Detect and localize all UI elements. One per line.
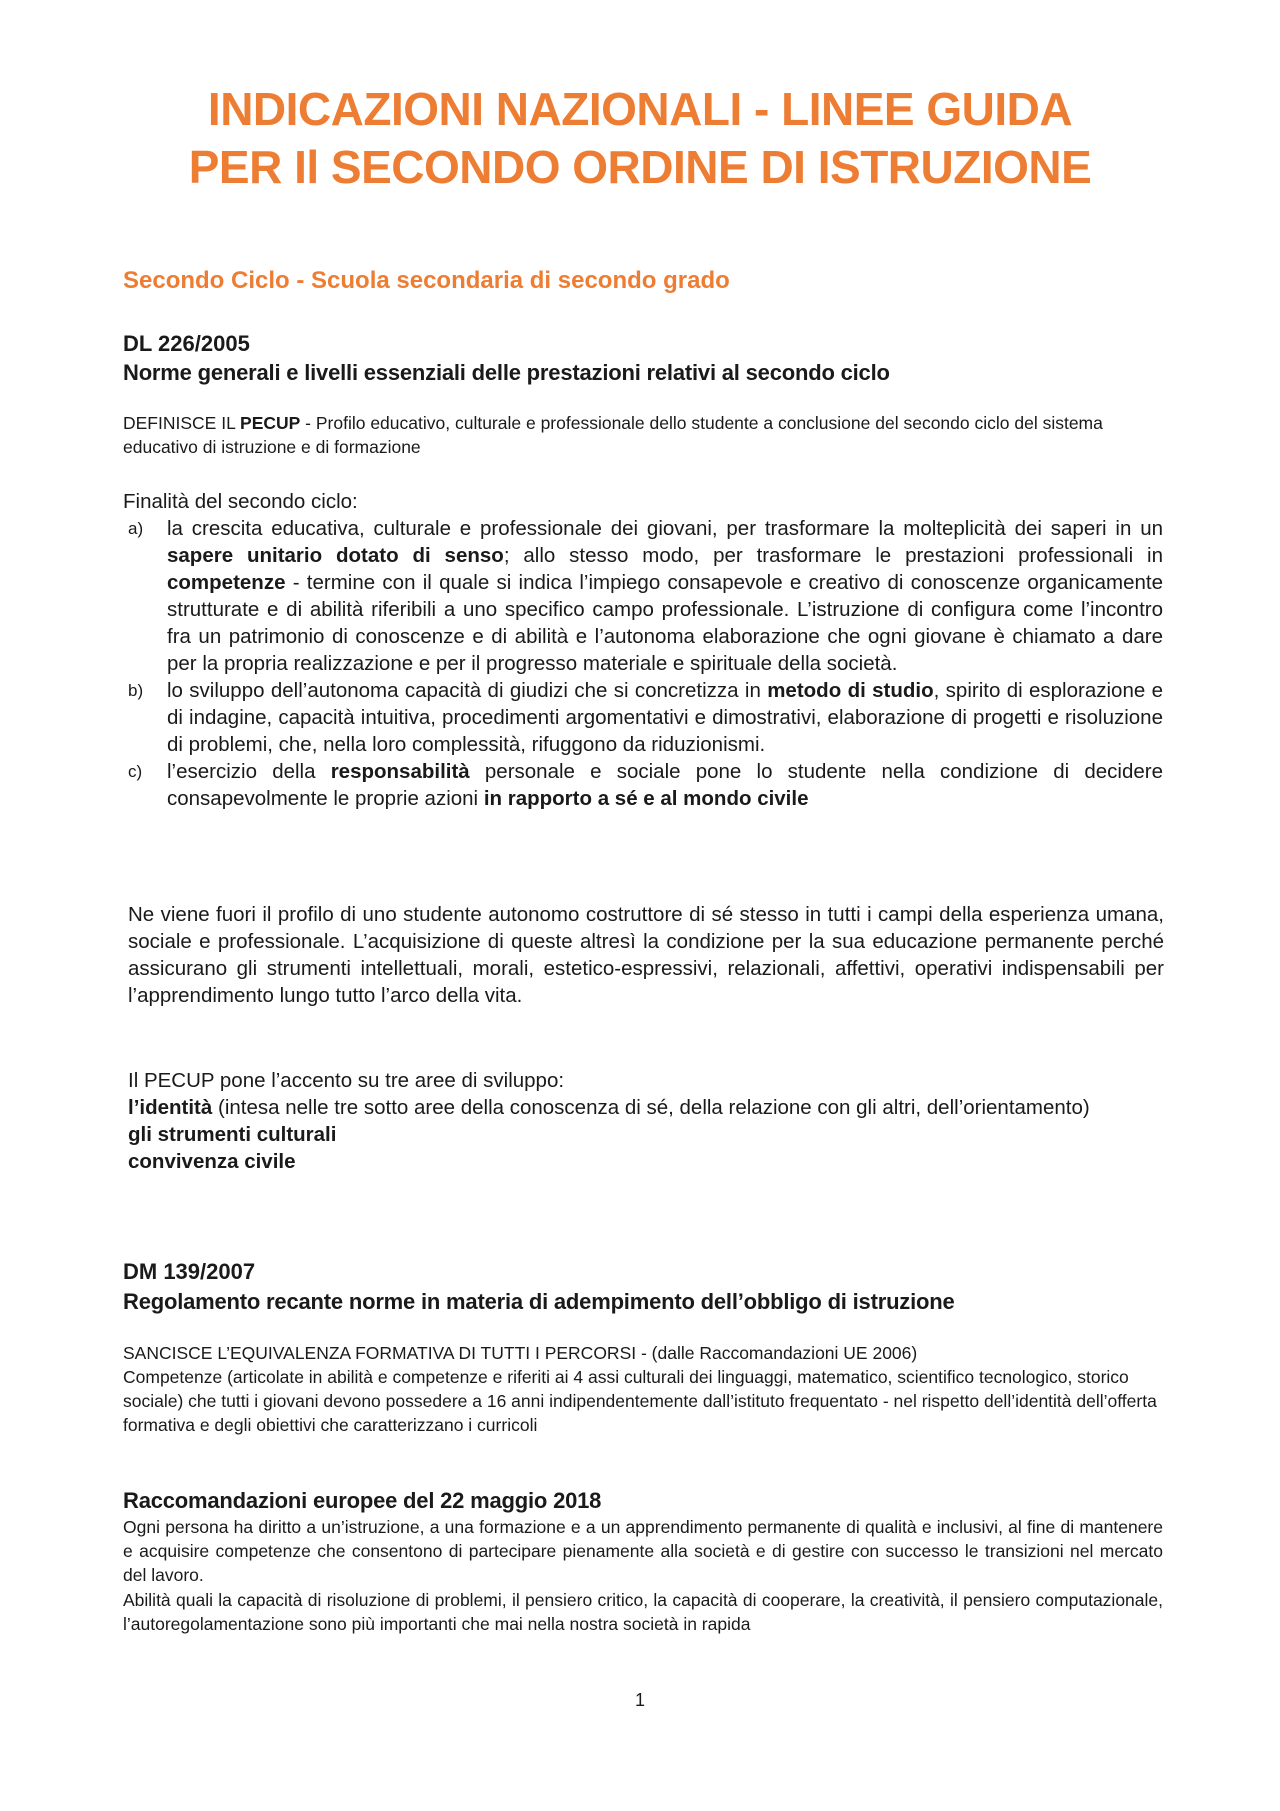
pecup-definition bbox=[123, 411, 1163, 459]
finalita-list bbox=[123, 515, 1163, 812]
document-title bbox=[100, 80, 1180, 196]
title-line-2: PER Il SECONDO ORDINE DI ISTRUZIONE bbox=[188, 141, 1092, 193]
item-bold-text: responsabilità bbox=[330, 760, 470, 783]
pecup-intro: Il PECUP pone l’accento su tre aree di sviluppo: bbox=[128, 1069, 565, 1092]
law-code-dl-226-2005: DL 226/2005 bbox=[123, 331, 250, 356]
law-code-dm-139-2007: DM 139/2007 bbox=[123, 1259, 256, 1284]
list-item bbox=[123, 677, 1163, 758]
law-heading-dm-139-2007: Regolamento recante norme in materia di adempimento dell’obbligo di istruzione bbox=[123, 1289, 955, 1314]
definition-bold-term: PECUP bbox=[240, 413, 301, 433]
competences-paragraph: Competenze (articolate in abilità e competenze e riferiti ai 4 assi culturali dei linguaggi, matematico, scientifico tecnologico, storico sociale) che tutti i giovani devono possedere a 16 anni indipendentemente dall’istituto frequentato - nel rispetto dell’identità dell’offerta formativa e degli obiettivi che caratterizzano i curricoli bbox=[123, 1367, 1157, 1435]
finalita-label: Finalità del secondo ciclo: bbox=[123, 490, 358, 513]
item-text: , spirito di esplorazione e di indagine, capacità intuitiva, procedimenti argomentativi e dimostrativi, elaborazione di progetti e risoluzione di problemi, che, nella loro complessità, rifuggono da riduzionismi. bbox=[167, 679, 1163, 756]
area-identity-text: (intesa nelle tre sotto aree della conoscenza di sé, della relazione con gli altri, dell’orientamento) bbox=[212, 1096, 1090, 1119]
area-cultural-tools bbox=[128, 1121, 1164, 1148]
list-marker: b) bbox=[128, 681, 144, 700]
item-bold-text: sapere unitario dotato di senso bbox=[167, 544, 504, 567]
area-civil-coexistence bbox=[128, 1148, 1164, 1175]
eu-recommendations-heading: Raccomandazioni europee del 22 maggio 2018 bbox=[123, 1488, 602, 1513]
item-text: ; allo stesso modo, per trasformare le prestazioni professionali in bbox=[503, 544, 1163, 567]
item-text: l’esercizio della bbox=[167, 760, 331, 783]
law-heading-dl-226-2005: Norme generali e livelli essenziali delle prestazioni relativi al secondo ciclo bbox=[123, 360, 890, 385]
list-marker: a) bbox=[128, 519, 144, 538]
item-bold-text: in rapporto a sé e al mondo civile bbox=[483, 787, 809, 810]
item-bold-text: competenze bbox=[167, 571, 286, 594]
profile-paragraph: Ne viene fuori il profilo di uno studente autonomo costruttore di sé stesso in tutti i campi della esperienza umana, sociale e professionale. L’acquisizione di queste altresì la condizione per la sua educazione permanente perché assicurano gli strumenti intellettuali, morali, estetico-espressivi, relazionali, affettivi, operativi indispensabili per l’apprendimento lungo tutto l’arco della vita. bbox=[128, 903, 1164, 1007]
title-line-1: INDICAZIONI NAZIONALI - LINEE GUIDA bbox=[207, 83, 1073, 135]
pecup-areas bbox=[128, 1067, 1164, 1175]
area-identity bbox=[128, 1094, 1164, 1121]
area-cultural-tools-label: gli strumenti culturali bbox=[128, 1123, 337, 1146]
list-marker: c) bbox=[128, 762, 143, 781]
eu-recommendations-paragraph-1: Ogni persona ha diritto a un’istruzione, a una formazione e a un apprendimento permanente di qualità e inclusivi, al fine di mantenere e acquisire competenze che consentono di partecipare pienamente alla società e di gestire con successo le transizioni nel mercato del lavoro. bbox=[123, 1517, 1163, 1585]
section-subtitle: Secondo Ciclo - Scuola secondaria di secondo grado bbox=[123, 267, 730, 294]
item-text: - termine con il quale si indica l’impiego consapevole e creativo di conoscenze organicamente strutturate e di abilità riferibili a uno specifico campo professionale. L’istruzione di configura come l’incontro fra un patrimonio di conoscenze e di abilità e l’autonoma elaborazione che ogni giovane è chiamato a dare per la propria realizzazione e per il progresso materiale e spirituale della società. bbox=[167, 571, 1163, 675]
area-identity-label: l’identità bbox=[128, 1096, 213, 1119]
equivalence-statement: SANCISCE L’EQUIVALENZA FORMATIVA DI TUTTI I PERCORSI - (dalle Raccomandazioni UE 2006) bbox=[123, 1343, 918, 1363]
page-number: 1 bbox=[634, 1690, 645, 1710]
item-text: personale e sociale pone lo studente nella condizione di decidere consapevolmente le proprie azioni bbox=[167, 760, 1163, 810]
item-bold-text: metodo di studio bbox=[767, 679, 934, 702]
list-item bbox=[123, 515, 1163, 677]
list-item bbox=[123, 758, 1163, 812]
item-text: lo sviluppo dell’autonoma capacità di giudizi che si concretizza in bbox=[167, 679, 768, 702]
definition-text: - Profilo educativo, culturale e professionale dello studente a conclusione del secondo ciclo del sistema educativo di istruzione e di formazione bbox=[123, 413, 1103, 457]
eu-recommendations-paragraph-2: Abilità quali la capacità di risoluzione di problemi, il pensiero critico, la capacità di cooperare, la creatività, il pensiero computazionale, l’autoregolamentazione sono più importanti che mai nella nostra società in rapida bbox=[123, 1590, 1163, 1634]
item-text: la crescita educativa, culturale e professionale dei giovani, per trasformare la molteplicità dei saperi in un bbox=[167, 517, 1163, 540]
area-civil-coexistence-label: convivenza civile bbox=[128, 1150, 296, 1173]
definition-prefix: DEFINISCE IL bbox=[123, 413, 241, 433]
